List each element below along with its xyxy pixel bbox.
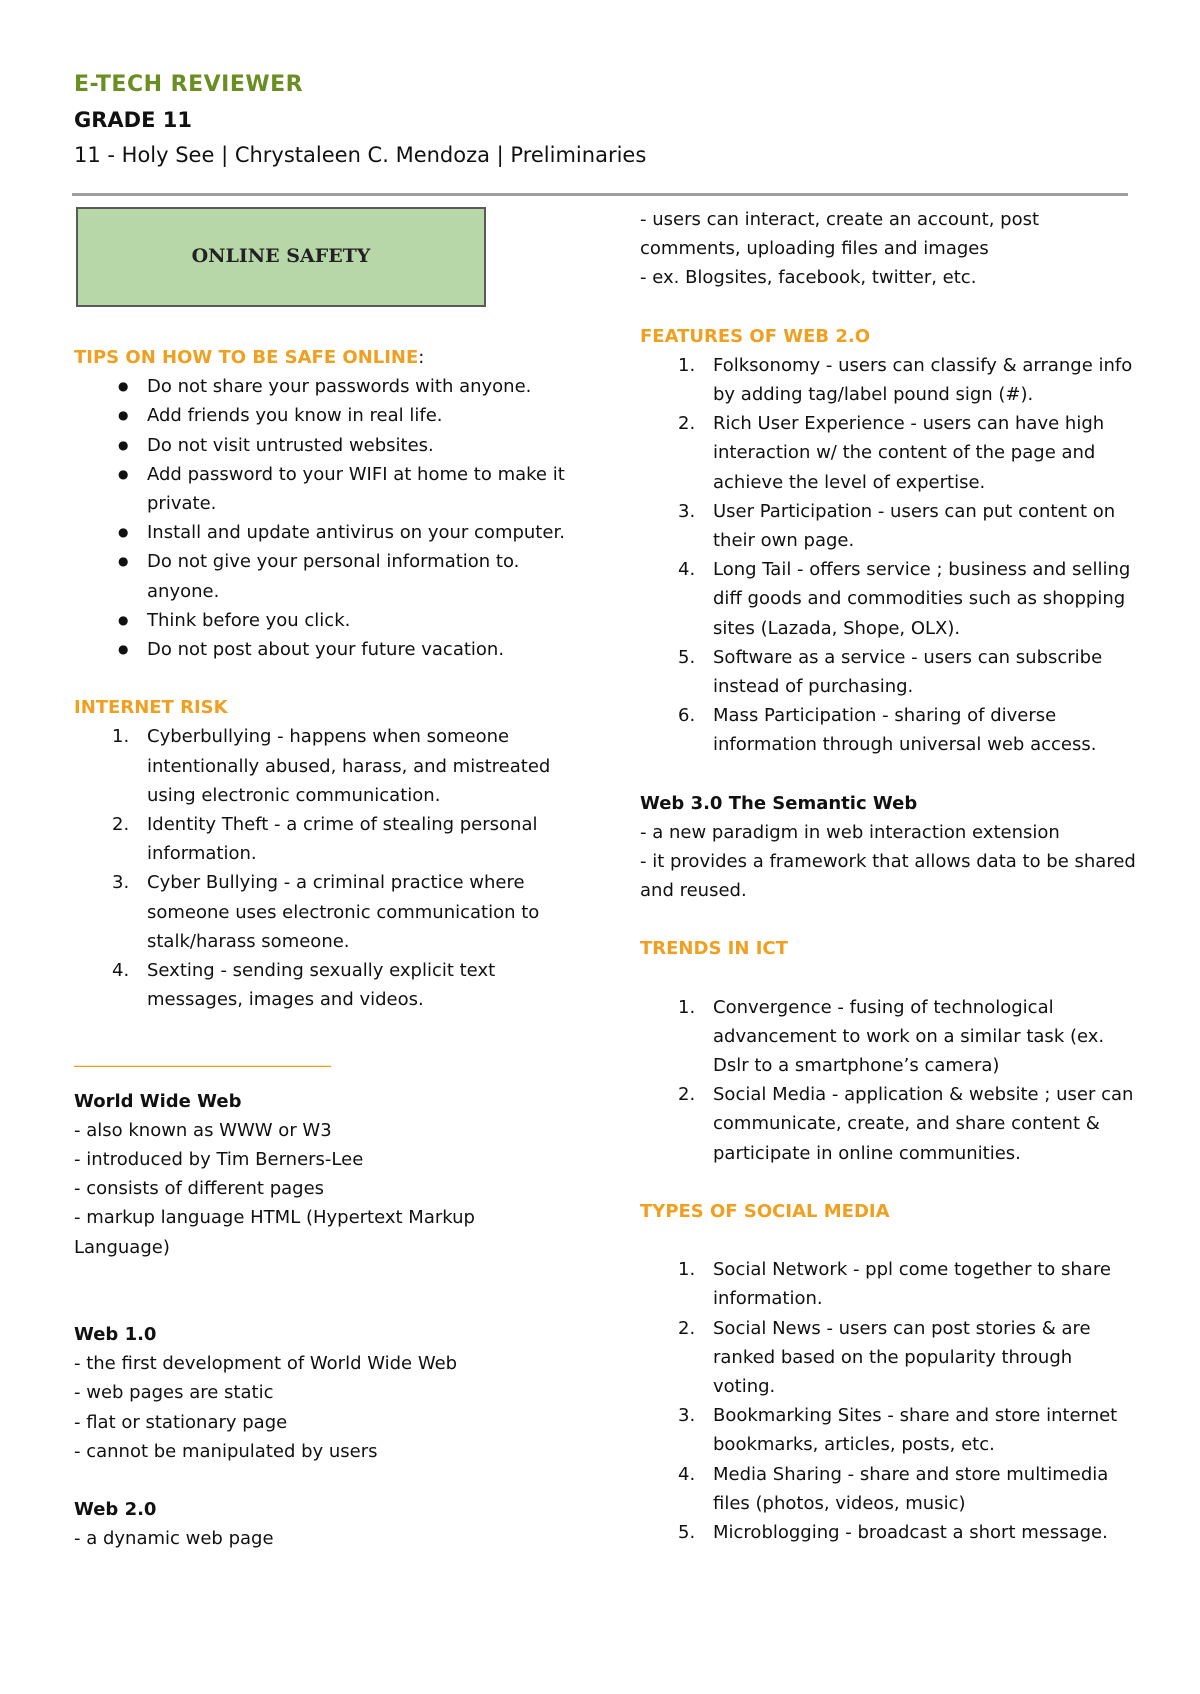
list-item: 6. Mass Participation - sharing of diverse information through universal web access. bbox=[678, 705, 1097, 756]
left-column bbox=[74, 205, 574, 1553]
www-line: - also known as WWW or W3 bbox=[74, 1119, 332, 1141]
list-item: 2. Social News - users can post stories & are ranked based on the popularity through voting. bbox=[678, 1317, 1091, 1397]
trends-heading: TRENDS IN ICT bbox=[640, 938, 788, 960]
types-list bbox=[640, 1255, 1140, 1547]
web1-heading: Web 1.0 bbox=[74, 1323, 157, 1345]
web3-heading: Web 3.0 The Semantic Web bbox=[640, 792, 918, 814]
list-item: ● Do not give your personal information to. anyone. bbox=[74, 547, 574, 605]
header-divider bbox=[72, 193, 1128, 196]
tips-heading: TIPS ON HOW TO BE SAFE ONLINE: bbox=[74, 347, 425, 368]
list-item: ● Add password to your WIFI at home to make it private. bbox=[74, 460, 574, 518]
internet-risk-list bbox=[74, 722, 574, 1014]
list-item: ● Install and update antivirus on your computer. bbox=[74, 518, 574, 547]
types-heading: TYPES OF SOCIAL MEDIA bbox=[640, 1200, 890, 1222]
web2-heading: Web 2.0 bbox=[74, 1498, 157, 1520]
list-item: ● Add friends you know in real life. bbox=[74, 401, 574, 430]
list-item: 2. Rich User Experience - users can have high interaction w/ the content of the page and achieve the level of expertise. bbox=[678, 413, 1105, 493]
web2-line: - users can interact, create an account, post comments, uploading files and images bbox=[640, 209, 1040, 260]
list-item: 1. Social Network - ppl come together to share information. bbox=[678, 1259, 1111, 1310]
internet-risk-heading: INTERNET RISK bbox=[74, 697, 228, 719]
section-divider: ________________________________ bbox=[74, 1047, 330, 1069]
list-item: 3. Cyber Bullying - a criminal practice where someone uses electronic communication to stalk/harass someone. bbox=[112, 872, 540, 952]
list-item: 2. Social Media - application & website ; user can communicate, create, and share content & participate in online communities. bbox=[678, 1084, 1134, 1164]
web1-line: - the first development of World Wide Web bbox=[74, 1353, 458, 1375]
list-item: 5. Microblogging - broadcast a short message. bbox=[678, 1521, 1108, 1543]
doc-subtitle: 11 - Holy See | Chrystaleen C. Mendoza | Preliminaries bbox=[74, 143, 647, 167]
list-item: 3. Bookmarking Sites - share and store internet bookmarks, articles, posts, etc. bbox=[678, 1405, 1118, 1456]
web3-line: - a new paradigm in web interaction extension bbox=[640, 821, 1060, 843]
web1-line: - cannot be manipulated by users bbox=[74, 1440, 378, 1462]
list-item: ● Do not share your passwords with anyone. bbox=[74, 372, 574, 401]
doc-title: E-TECH REVIEWER bbox=[74, 72, 304, 97]
web1-line: - flat or stationary page bbox=[74, 1411, 288, 1433]
web3-line: - it provides a framework that allows data to be shared and reused. bbox=[640, 851, 1136, 902]
list-item: 1. Convergence - fusing of technological advancement to work on a similar task (ex. Dslr to a smartphone’s camera) bbox=[678, 996, 1105, 1077]
list-item: ● Do not post about your future vacation. bbox=[74, 635, 574, 664]
features-list bbox=[640, 351, 1140, 760]
web1-line: - web pages are static bbox=[74, 1382, 274, 1404]
list-item: 1. Cyberbullying - happens when someone intentionally abused, harass, and mistreated using electronic communication. bbox=[112, 726, 551, 806]
online-safety-box: ONLINE SAFETY bbox=[76, 207, 486, 307]
web2-line: - ex. Blogsites, facebook, twitter, etc. bbox=[640, 267, 977, 289]
list-item: 1. Folksonomy - users can classify & arrange info by adding tag/label pound sign (#). bbox=[678, 354, 1133, 406]
list-item: 5. Software as a service - users can subscribe instead of purchasing. bbox=[678, 646, 1103, 698]
tips-list bbox=[74, 372, 574, 664]
web2-line: - a dynamic web page bbox=[74, 1528, 274, 1550]
trends-list bbox=[640, 993, 1140, 1168]
list-item: ● Think before you click. bbox=[74, 606, 574, 635]
www-line: - markup language HTML (Hypertext Markup Language) bbox=[74, 1207, 475, 1258]
www-line: - consists of different pages bbox=[74, 1178, 325, 1200]
list-item: 4. Media Sharing - share and store multimedia files (photos, videos, music) bbox=[678, 1463, 1109, 1514]
doc-grade: GRADE 11 bbox=[74, 108, 192, 132]
list-item: 3. User Participation - users can put content on their own page. bbox=[678, 500, 1116, 552]
www-heading: World Wide Web bbox=[74, 1090, 242, 1112]
features-heading: FEATURES OF WEB 2.O bbox=[640, 325, 871, 347]
list-item: ● Do not visit untrusted websites. bbox=[74, 431, 574, 460]
list-item: 4. Sexting - sending sexually explicit text messages, images and videos. bbox=[112, 960, 496, 1011]
www-line: - introduced by Tim Berners-Lee bbox=[74, 1149, 364, 1171]
right-column bbox=[640, 205, 1140, 1547]
list-item: 2. Identity Theft - a crime of stealing personal information. bbox=[112, 814, 538, 865]
list-item: 4. Long Tail - offers service ; business and selling diff goods and commodities such as shopping sites (Lazada, Shope, OLX). bbox=[678, 559, 1131, 639]
